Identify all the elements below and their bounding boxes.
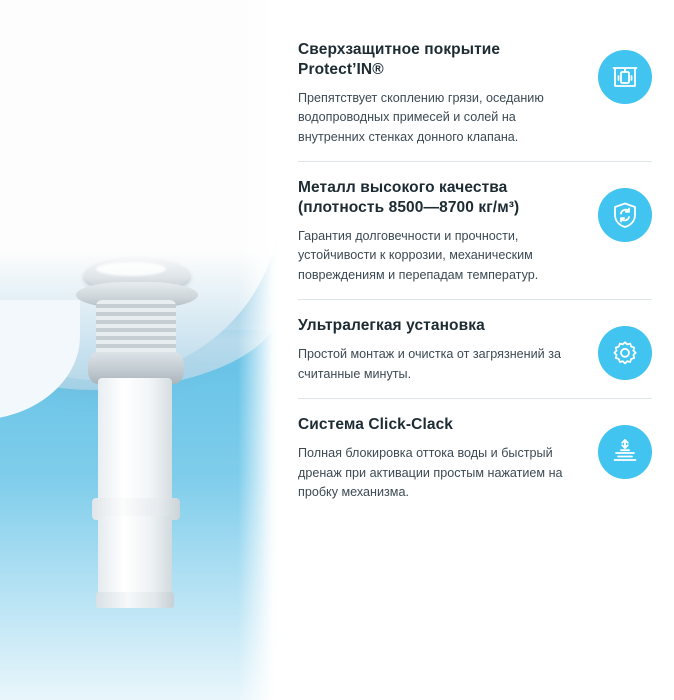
drain-tube-upper <box>98 378 172 508</box>
drain-valve-protect-icon <box>598 50 652 104</box>
feature-item <box>298 40 652 162</box>
feature-list <box>278 0 674 700</box>
feature-title: Сверхзащитное покрытие Protect’IN® <box>298 41 501 78</box>
feature-title: Система Click-Clack <box>298 416 454 434</box>
feature-title: Металл высокого качества (плотность 8500—8700 кг/м³) <box>298 179 520 217</box>
drain-cap-highlight <box>96 262 166 276</box>
drain-tube-lower <box>98 516 172 600</box>
click-clack-updown-icon <box>598 425 652 479</box>
feature-description: Гарантия долговечности и прочности, устойчивости к коррозии, механическим повреждениям и перепадам температур. <box>298 228 539 282</box>
product-photo <box>0 0 278 700</box>
feature-item <box>298 178 652 300</box>
feature-text <box>298 415 598 502</box>
feature-description: Препятствует скоплению грязи, оседанию водопроводных примесей и солей на внутренних стенках донного клапана. <box>298 90 544 144</box>
feature-item <box>298 316 652 399</box>
feature-item <box>298 415 652 516</box>
feature-text <box>298 316 598 384</box>
gear-settings-icon <box>598 326 652 380</box>
feature-text <box>298 40 598 147</box>
feature-title: Ультралегкая установка <box>298 317 485 335</box>
photo-edge-fade <box>238 0 278 700</box>
feature-description: Полная блокировка оттока воды и быстрый дренаж при активации простым нажатием на пробку механизма. <box>298 446 563 500</box>
feature-description: Простой монтаж и очистка от загрязнений за считанные минуты. <box>298 347 561 381</box>
feature-text <box>298 178 598 285</box>
drain-tube-end <box>96 592 174 608</box>
drain-threaded-body <box>96 300 176 360</box>
shield-recycle-icon <box>598 188 652 242</box>
